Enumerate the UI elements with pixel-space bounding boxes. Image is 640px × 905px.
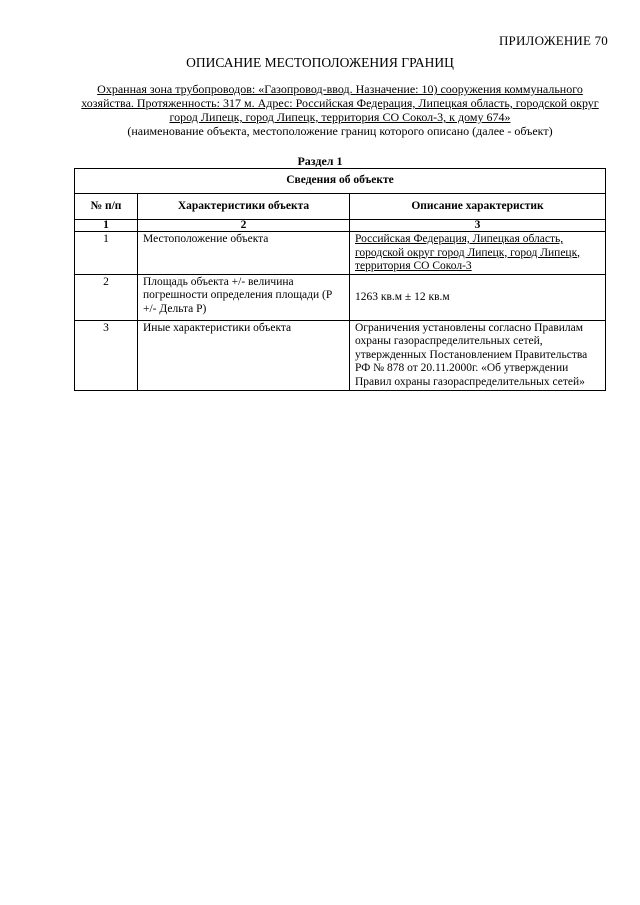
- row-number: 1: [75, 232, 138, 275]
- document-title: ОПИСАНИЕ МЕСТОПОЛОЖЕНИЯ ГРАНИЦ: [186, 55, 454, 70]
- row-characteristic: Иные характеристики объекта: [138, 320, 350, 390]
- section-title: Раздел 1: [297, 154, 343, 168]
- row-description: Ограничения установлены согласно Правилам охраны газораспределительных сетей, утвержденных Постановлением Правительства РФ № 878 от 20.11.2000г. «Об утверждении Правил охраны газораспределительных сетей»: [350, 320, 606, 390]
- row-characteristic: Местоположение объекта: [138, 232, 350, 275]
- column-number-row: [75, 220, 606, 232]
- object-name-line-1: Охранная зона трубопроводов: «Газопровод-ввод. Назначение: 10) сооружения коммунального: [97, 82, 583, 96]
- column-header-description: Описание характеристик: [350, 194, 606, 220]
- table-row: [75, 232, 606, 275]
- row-description: Российская Федерация, Липецкая область, городской округ город Липецк, город Липецк, территория СО Сокол-3: [350, 232, 606, 275]
- table-header-row: [75, 194, 606, 220]
- object-name-line-2: хозяйства. Протяженность: 317 м. Адрес: Российская Федерация, Липецкая область, городской округ: [81, 96, 599, 110]
- row-description: 1263 кв.м ± 12 кв.м: [350, 274, 606, 320]
- table-row: [75, 320, 606, 390]
- table-row: [75, 274, 606, 320]
- table-caption-row: [75, 169, 606, 194]
- appendix-label: ПРИЛОЖЕНИЕ 70: [498, 33, 608, 48]
- column-header-number: № п/п: [75, 194, 138, 220]
- row-characteristic: Площадь объекта +/- величина погрешности определения площади (Р +/- Дельта Р): [138, 274, 350, 320]
- table-caption: Сведения об объекте: [75, 169, 606, 194]
- row-number: 3: [75, 320, 138, 390]
- object-name-line-3: город Липецк, город Липецк, территория СО Сокол-3, к дому 674»: [169, 110, 511, 124]
- object-description: [80, 82, 600, 138]
- row-number: 2: [75, 274, 138, 320]
- column-header-characteristic: Характеристики объекта: [138, 194, 350, 220]
- column-number-2: 2: [138, 220, 350, 232]
- column-number-3: 3: [350, 220, 606, 232]
- column-number-1: 1: [75, 220, 138, 232]
- object-name-note: (наименование объекта, местоположение границ которого описано (далее - объект): [127, 124, 553, 138]
- object-info-table: [74, 168, 606, 391]
